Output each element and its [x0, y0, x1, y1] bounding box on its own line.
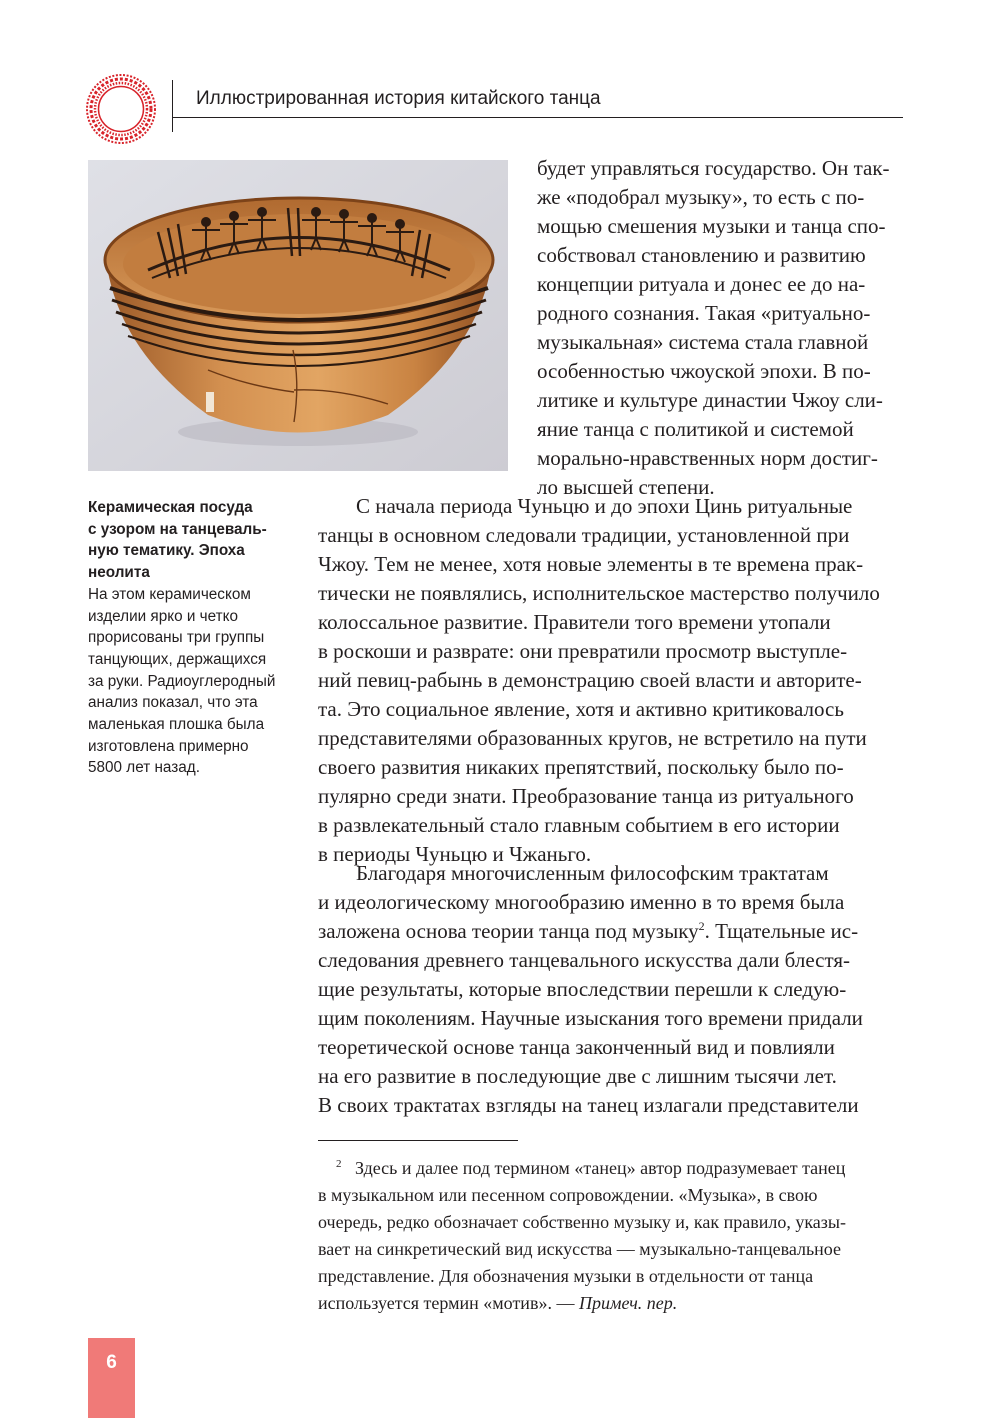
page-number-tab [88, 1338, 135, 1418]
caption-body-line: изделии ярко и четко [88, 607, 238, 625]
footnote-line: вает на синкретический вид искусства — музыкально-танцевальное [318, 1239, 842, 1259]
text-line: щие результаты, которые впоследствии перешли к следую- [318, 977, 847, 1001]
text-line: В своих трактатах взгляды на танец излагали представители [318, 1093, 859, 1117]
caption-body-line: анализ показал, что эта [88, 694, 258, 712]
text-line: ний певиц-рабынь в демонстрацию своей власти и авторите- [318, 668, 862, 692]
caption-title-line: ную тематику. Эпоха [88, 542, 245, 560]
text-line: и идеологическому многообразию именно в то время была [318, 890, 845, 914]
text-line: морально-нравственных норм достиг- [537, 446, 878, 470]
text-line: яние танца с политикой и системой [537, 417, 854, 441]
text-line: музыкальная» система стала главной [537, 330, 869, 354]
footnote-reference[interactable]: 2 [698, 919, 705, 933]
neolithic-pottery-bowl-photo [88, 160, 508, 471]
text-line: собствовал становлению и развитию [537, 243, 866, 267]
text-line: литике и культуре династии Чжоу сли- [537, 388, 883, 412]
text-line: концепции ритуала и донес ее до на- [537, 272, 866, 296]
text-line: будет управляться государство. Он так- [537, 156, 890, 180]
text-line: тически не появлялись, исполнительское мастерство получило [318, 581, 880, 605]
caption-body-line: прорисованы три группы [88, 629, 265, 647]
text-fragment: заложена основа теории танца под музыку [318, 919, 699, 943]
text-line: ло высшей степени. [537, 475, 715, 499]
caption-body-line: 5800 лет назад. [88, 759, 200, 777]
footnote-line: очередь, редко обозначает собственно музыку и, как правило, указы- [318, 1212, 846, 1232]
text-line: на его развитие в последующие две с лишним тысячи лет. [318, 1064, 837, 1088]
text-line: следования древнего танцевального искусства дали блестя- [318, 948, 851, 972]
footnote-last-line [318, 1290, 677, 1316]
text-line: Благодаря многочисленным философским трактатам [356, 861, 829, 885]
text-line-with-footnote-ref [318, 917, 858, 946]
text-fragment: используется термин «мотив». — [318, 1293, 579, 1313]
text-line: теоретической основе танца законченный вид и повлияли [318, 1035, 835, 1059]
translator-note: Примеч. пер. [578, 1293, 678, 1313]
caption-title-line: с узором на танцеваль- [88, 520, 267, 538]
caption-body-line: танцующих, держащихся [88, 650, 267, 668]
caption-body-line: На этом керамическом [88, 585, 251, 603]
footnote-line: представление. Для обозначения музыки в отдельности от танца [318, 1266, 814, 1286]
text-line: представителями образованных кругов, не встретило на пути [318, 726, 867, 750]
caption-body-line: маленькая плошка была [88, 716, 265, 734]
text-line: колоссальное развитие. Правители того времени утопали [318, 610, 831, 634]
footnote-first-line [336, 1155, 845, 1181]
header-horizontal-rule [172, 117, 903, 118]
text-line: щим поколениям. Научные изыскания того времени придали [318, 1006, 863, 1030]
text-line: мощью смешения музыки и танца спо- [537, 214, 886, 238]
caption-body-line: изготовлена примерно [88, 737, 249, 755]
text-line: особенностью чжоуской эпохи. В по- [537, 359, 871, 383]
text-line: С начала периода Чуньцю и до эпохи Цинь ритуальные [356, 494, 853, 518]
text-line: Чжоу. Тем не менее, хотя новые элементы в те времена прак- [318, 552, 864, 576]
header-vertical-rule [172, 80, 173, 132]
text-line: в роскоши и разврате: они превратили просмотр выступле- [318, 639, 848, 663]
footnote-line: в музыкальном или песенном сопровождении. «Музыка», в свою [318, 1185, 818, 1205]
text-line: же «подобрал музыку», то есть с по- [537, 185, 865, 209]
figure-caption [88, 497, 298, 779]
caption-title-line: Керамическая посуда [88, 499, 253, 516]
ornamental-ring-logo [84, 72, 158, 146]
text-fragment: . Тщательные ис- [704, 919, 859, 943]
text-line: своего развития никаких препятствий, поскольку было по- [318, 755, 844, 779]
page-number: 6 [106, 1352, 117, 1373]
text-line: в развлекательный стало главным событием в его истории [318, 813, 840, 837]
text-line: та. Это социальное явление, хотя и активно критиковалось [318, 697, 844, 721]
caption-body-line: за руки. Радиоуглеродный [88, 672, 276, 690]
caption-title-line: неолита [88, 564, 150, 582]
text-line: пулярно среди знати. Преобразование танца из ритуального [318, 784, 854, 808]
running-header-title: Иллюстрированная история китайского танца [196, 88, 601, 109]
text-line: в периоды Чуньцю и Чжаньго. [318, 842, 592, 866]
footnote-marker: 2 [336, 1158, 342, 1170]
text-fragment: Здесь и далее под термином «танец» автор подразумевает танец [355, 1158, 846, 1178]
footnote-separator [318, 1140, 518, 1141]
text-line: танцы в основном следовали традиции, установленной при [318, 523, 850, 547]
text-line: родного сознания. Такая «ритуально- [537, 301, 871, 325]
